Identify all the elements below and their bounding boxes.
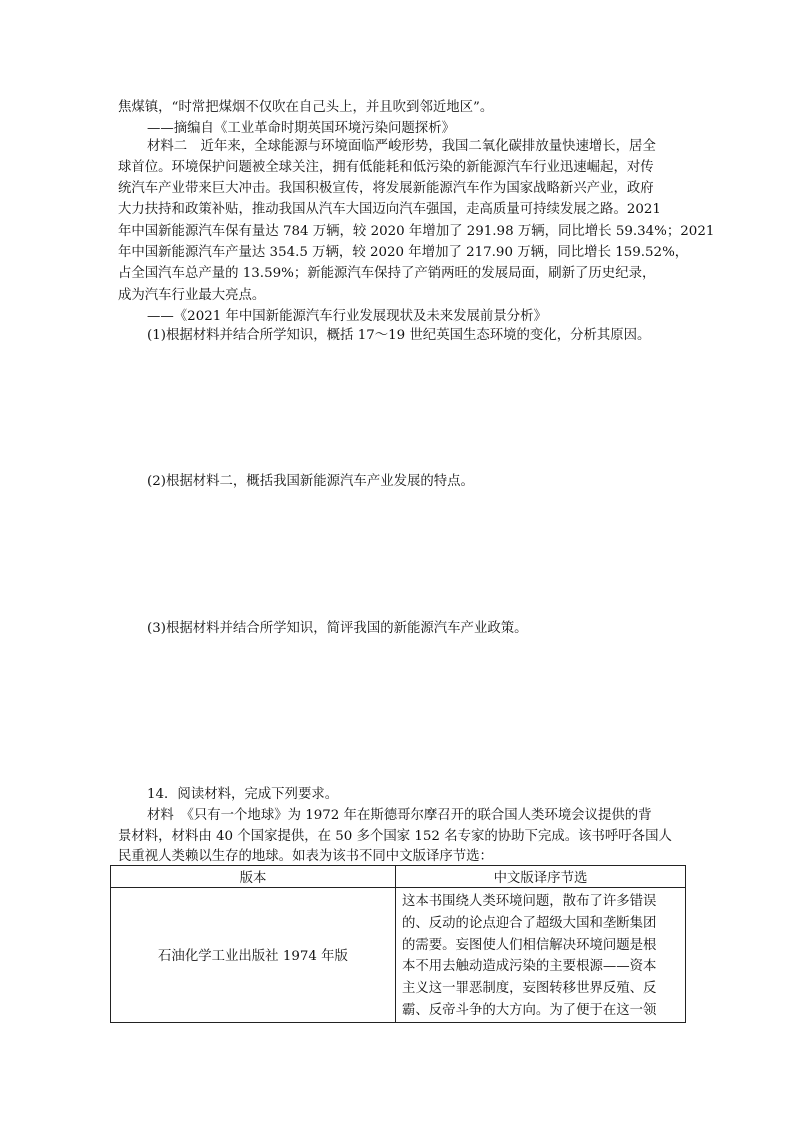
question-14-line: 民重视人类赖以生存的地球。如表为该书不同中文版译序节选：	[118, 849, 493, 864]
table-header-edition: 版本	[111, 866, 396, 888]
material1-tail-line: 焦煤镇，“时常把煤烟不仅吹在自己头上，并且吹到邻近地区”。	[118, 100, 494, 115]
question-1: (1)根据材料并结合所学知识，概括 17～19 世纪英国生态环境的变化，分析其原因。	[147, 328, 651, 343]
table-header-row	[111, 866, 686, 888]
material2-line: 成为汽车行业最大亮点。	[118, 288, 266, 303]
question-14-title: 14．阅读材料，完成下列要求。	[147, 787, 339, 802]
material2-line: 年中国新能源汽车保有量达 784 万辆，较 2020 年增加了 291.98 万辆，同比增长 59.34%；2021	[118, 224, 715, 239]
material2-line: 材料二 近年来，全球能源与环境面临严峻形势，我国二氧化碳排放量快速增长，居全	[147, 139, 656, 154]
edition-cell: 石油化学工业出版社 1974 年版	[111, 888, 396, 1023]
question-2: (2)根据材料二，概括我国新能源汽车产业发展的特点。	[147, 474, 474, 489]
material2-line: 占全国汽车总产量的 13.59%；新能源汽车保持了产销两旺的发展局面，刷新了历史纪录，	[118, 266, 656, 281]
material2-source: ——《2021 年中国新能源汽车行业发展现状及未来发展前景分析》	[147, 309, 547, 324]
excerpt-line: 本不用去触动造成污染的主要根源——资本	[402, 959, 657, 975]
question-3: (3)根据材料并结合所学知识，简评我国的新能源汽车产业政策。	[147, 621, 528, 636]
question-14-line: 材料 《只有一个地球》为 1972 年在斯德哥尔摩召开的联合国人类环境会议提供的背	[147, 808, 652, 823]
excerpt-line: 的、反动的论点迎合了超级大国和垄断集团	[402, 915, 657, 931]
material1-source: ——摘编自《工业革命时期英国环境污染问题探析》	[147, 121, 455, 136]
translation-preface-table	[110, 865, 686, 1023]
excerpt-line: 的需要。妄图使人们相信解决环境问题是根	[402, 937, 657, 953]
table-row	[111, 888, 686, 1023]
excerpt-line: 主义这一罪恶制度，妄图转移世界反殖、反	[402, 981, 657, 997]
material2-line: 大力扶持和政策补贴，推动我国从汽车大国迈向汽车强国，走高质量可持续发展之路。2021	[118, 202, 661, 217]
excerpt-line: 霸、反帝斗争的大方向。为了便于在这一领	[402, 1002, 657, 1018]
excerpt-cell	[396, 888, 686, 1023]
material2-line: 年中国新能源汽车产量达 354.5 万辆，较 2020 年增加了 217.90 万辆，同比增长 159.52%，	[118, 245, 689, 260]
material2-line: 球首位。环境保护问题被全球关注，拥有低能耗和低污染的新能源汽车行业迅速崛起，对传	[118, 160, 654, 175]
excerpt-line: 这本书围绕人类环境问题，散布了许多错误	[402, 894, 657, 909]
material2-line: 统汽车产业带来巨大冲击。我国积极宣传，将发展新能源汽车作为国家战略新兴产业，政府	[118, 181, 654, 196]
question-14-line: 景材料，材料由 40 个国家提供，在 50 多个国家 152 名专家的协助下完成。该书呼吁各国人	[118, 829, 672, 844]
table-header-excerpt: 中文版译序节选	[396, 866, 686, 888]
